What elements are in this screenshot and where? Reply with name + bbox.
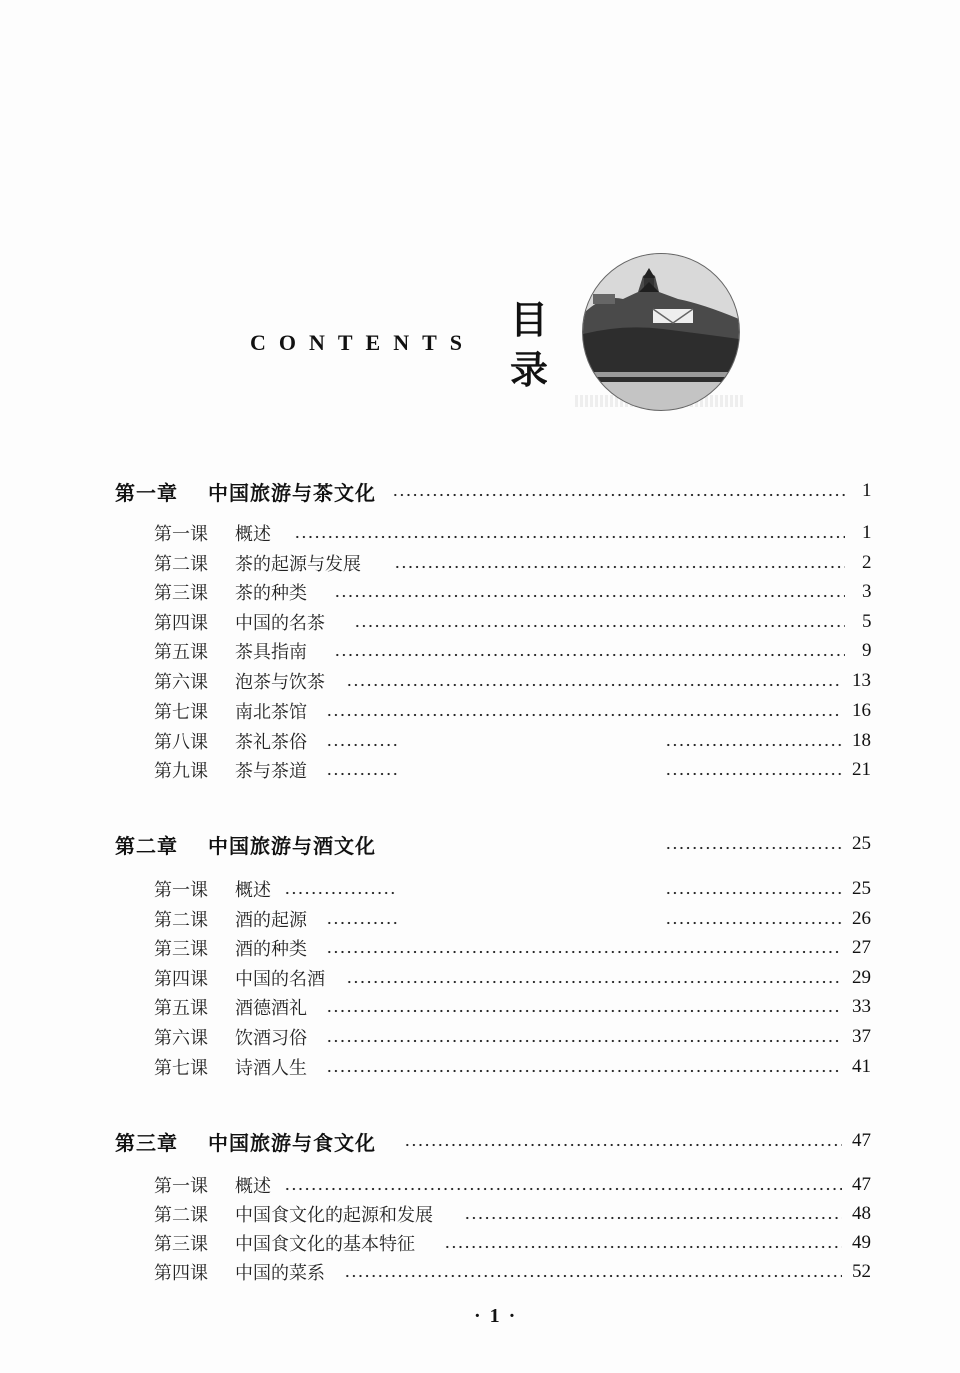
lesson-title: 茶礼茶俗	[235, 732, 307, 753]
lesson-title: 中国的菜系	[235, 1263, 325, 1284]
lesson-number: 第五课	[154, 642, 208, 663]
lesson-page: 26	[852, 908, 871, 929]
leader-dots	[665, 846, 842, 850]
chapter-number: 第二章	[115, 833, 178, 858]
leader-dots	[326, 1069, 842, 1073]
toc-lesson[interactable]	[0, 1200, 960, 1228]
toc-title-char-2: 录	[510, 348, 549, 392]
toc-lesson[interactable]	[0, 905, 960, 933]
toc-lesson[interactable]	[0, 519, 960, 547]
lesson-page: 52	[852, 1261, 871, 1282]
toc-title-char-1: 目	[510, 298, 549, 342]
toc-lesson[interactable]	[0, 964, 960, 992]
toc-chapter-2[interactable]	[0, 830, 960, 858]
toc-lesson[interactable]	[0, 1258, 960, 1286]
lesson-title: 茶的起源与发展	[235, 554, 361, 575]
toc-lesson[interactable]	[0, 697, 960, 725]
toc-lesson[interactable]	[0, 637, 960, 665]
lesson-title: 概述	[235, 524, 271, 545]
leader-dots	[284, 1187, 842, 1191]
lesson-title: 酒德酒礼	[235, 998, 307, 1019]
toc-chapter-3[interactable]	[0, 1127, 960, 1155]
toc-lesson[interactable]	[0, 1023, 960, 1051]
chapter-page: 25	[852, 833, 871, 854]
lesson-page: 16	[852, 700, 871, 721]
toc-lesson[interactable]	[0, 993, 960, 1021]
lesson-number: 第一课	[154, 524, 208, 545]
lesson-number: 第四课	[154, 613, 208, 634]
chapter-number: 第三章	[115, 1130, 178, 1155]
lesson-page: 47	[852, 1174, 871, 1195]
leader-dots	[326, 743, 398, 747]
leader-dots	[294, 535, 845, 539]
lesson-title: 茶的种类	[235, 583, 307, 604]
toc-lesson[interactable]	[0, 549, 960, 577]
leader-dots	[334, 594, 845, 598]
lesson-number: 第五课	[154, 998, 208, 1019]
lesson-number: 第七课	[154, 702, 208, 723]
toc-lesson[interactable]	[0, 934, 960, 962]
lesson-title: 南北茶馆	[235, 702, 307, 723]
leader-dots	[326, 1039, 842, 1043]
lesson-title: 诗酒人生	[235, 1058, 307, 1079]
lesson-page: 48	[852, 1203, 871, 1224]
toc-chapter-1[interactable]	[0, 477, 960, 505]
lesson-page: 27	[852, 937, 871, 958]
lesson-number: 第四课	[154, 969, 208, 990]
lesson-number: 第八课	[154, 732, 208, 753]
leader-dots	[326, 950, 842, 954]
lesson-number: 第三课	[154, 939, 208, 960]
lesson-number: 第九课	[154, 761, 208, 782]
toc-lesson[interactable]	[0, 608, 960, 636]
leader-dots	[444, 1245, 842, 1249]
lesson-number: 第二课	[154, 910, 208, 931]
lesson-page: 9	[862, 640, 872, 661]
toc-lesson[interactable]	[0, 667, 960, 695]
toc-lesson[interactable]	[0, 727, 960, 755]
leader-dots	[354, 624, 845, 628]
leader-dots	[334, 653, 845, 657]
lesson-title: 茶与茶道	[235, 761, 307, 782]
summer-palace-photo-icon	[582, 253, 740, 411]
lesson-title: 茶具指南	[235, 642, 307, 663]
lesson-number: 第六课	[154, 1028, 208, 1049]
leader-dots	[404, 1143, 842, 1147]
leader-dots	[326, 921, 398, 925]
toc-title	[510, 295, 556, 395]
toc-lesson[interactable]	[0, 1053, 960, 1081]
lesson-page: 3	[862, 581, 872, 602]
toc-lesson[interactable]	[0, 578, 960, 606]
lesson-page: 33	[852, 996, 871, 1017]
toc-lesson[interactable]	[0, 1171, 960, 1199]
lesson-title: 中国食文化的起源和发展	[235, 1205, 433, 1226]
lesson-title: 概述	[235, 1176, 271, 1197]
lesson-title: 酒的种类	[235, 939, 307, 960]
chapter-number: 第一章	[115, 480, 178, 505]
lesson-number: 第三课	[154, 583, 208, 604]
toc-header	[0, 0, 960, 440]
lesson-page: 49	[852, 1232, 871, 1253]
lesson-number: 第一课	[154, 1176, 208, 1197]
lesson-page: 21	[852, 759, 871, 780]
lesson-page: 5	[862, 611, 872, 632]
leader-dots	[392, 493, 845, 497]
leader-dots	[284, 891, 398, 895]
leader-dots	[346, 683, 842, 687]
leader-dots	[326, 1009, 842, 1013]
lesson-number: 第六课	[154, 672, 208, 693]
leader-dots	[346, 980, 842, 984]
leader-dots	[665, 921, 842, 925]
leader-dots	[665, 743, 842, 747]
chapter-title: 中国旅游与茶文化	[208, 480, 376, 505]
lesson-title: 中国的名酒	[235, 969, 325, 990]
lesson-title: 饮酒习俗	[235, 1028, 307, 1049]
lesson-number: 第四课	[154, 1263, 208, 1284]
lesson-title: 中国食文化的基本特征	[235, 1234, 415, 1255]
lesson-title: 泡茶与饮茶	[235, 672, 325, 693]
lesson-number: 第三课	[154, 1234, 208, 1255]
pagoda-landscape-icon	[583, 254, 739, 410]
toc-lesson[interactable]	[0, 1229, 960, 1257]
toc-lesson[interactable]	[0, 756, 960, 784]
lesson-page: 29	[852, 967, 871, 988]
chapter-title: 中国旅游与食文化	[208, 1130, 376, 1155]
leader-dots	[394, 565, 845, 569]
contents-label: CONTENTS	[250, 330, 476, 355]
lesson-number: 第二课	[154, 554, 208, 575]
lesson-page: 25	[852, 878, 871, 899]
leader-dots	[326, 713, 842, 717]
lesson-page: 37	[852, 1026, 871, 1047]
page-number: · 1 ·	[474, 1305, 518, 1327]
lesson-page: 1	[862, 522, 872, 543]
lesson-page: 41	[852, 1056, 871, 1077]
lesson-title: 酒的起源	[235, 910, 307, 931]
chapter-title: 中国旅游与酒文化	[208, 833, 376, 858]
leader-dots	[464, 1216, 842, 1220]
lesson-number: 第一课	[154, 880, 208, 901]
lesson-page: 13	[852, 670, 871, 691]
leader-dots	[665, 891, 842, 895]
leader-dots	[326, 772, 398, 776]
chapter-page: 47	[852, 1130, 871, 1151]
lesson-page: 2	[862, 552, 872, 573]
leader-dots	[344, 1274, 842, 1278]
leader-dots	[665, 772, 842, 776]
lesson-number: 第七课	[154, 1058, 208, 1079]
toc-lesson[interactable]	[0, 875, 960, 903]
chapter-page: 1	[862, 480, 872, 501]
lesson-title: 中国的名茶	[235, 613, 325, 634]
lesson-number: 第二课	[154, 1205, 208, 1226]
lesson-page: 18	[852, 730, 871, 751]
lesson-title: 概述	[235, 880, 271, 901]
